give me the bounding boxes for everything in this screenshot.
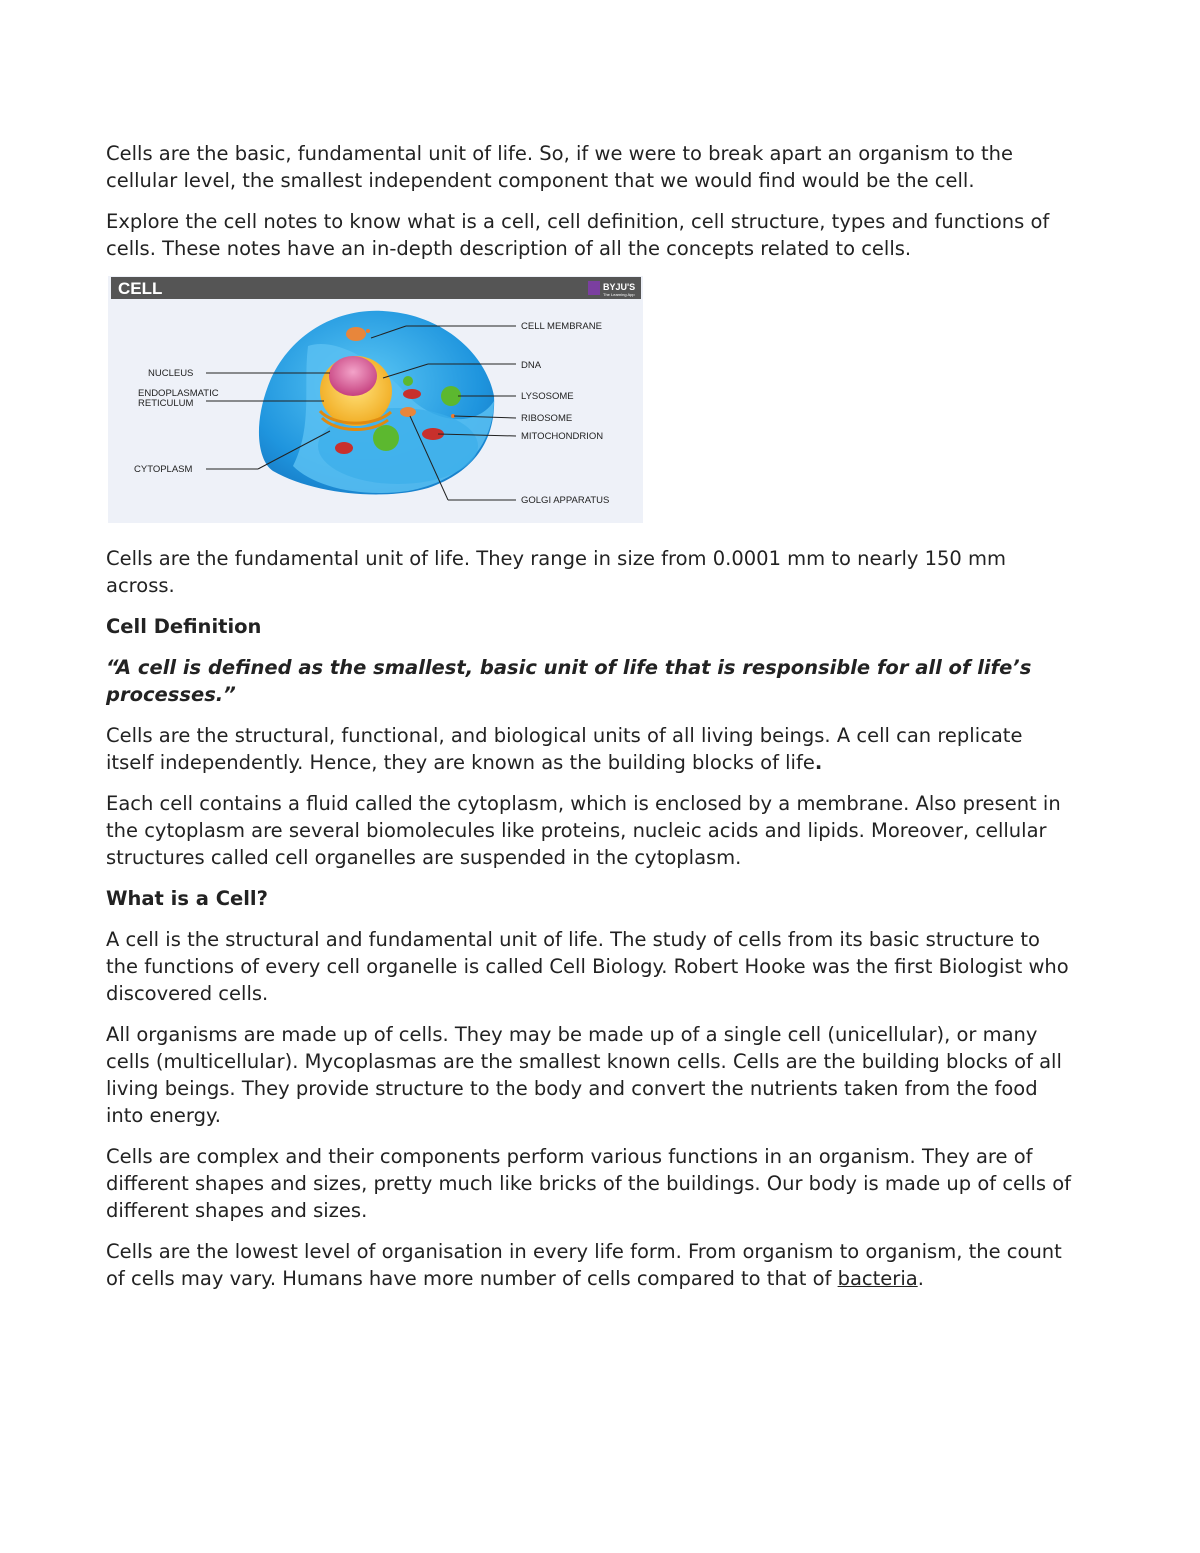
brand-tagline: The Learning App	[603, 292, 635, 297]
nucleolus-shape	[329, 356, 377, 396]
label-er-line1: ENDOPLASMATIC	[138, 388, 219, 399]
paragraph-organisation	[106, 1238, 1076, 1292]
label-cytoplasm: CYTOPLASM	[134, 464, 193, 475]
label-cell-membrane: CELL MEMBRANE	[521, 321, 602, 332]
label-mitochondrion: MITOCHONDRION	[521, 431, 604, 442]
ribosome-dot	[366, 329, 370, 333]
paragraph-complex: Cells are complex and their components perform various functions in an organism. They are of different shapes and sizes, pretty much like bricks of the buildings. Our body is made up of cells of different shapes and sizes.	[106, 1145, 1072, 1222]
definition-quote: “A cell is defined as the smallest, basic unit of life that is responsible for all of life’s processes.”	[106, 656, 1032, 706]
paragraph-structural-units-end: .	[814, 751, 823, 774]
heading-what-is-a-cell: What is a Cell?	[106, 887, 268, 910]
brand-name: BYJU'S	[603, 282, 636, 292]
label-lysosome: LYSOSOME	[521, 391, 574, 402]
mitochondrion-1	[346, 327, 366, 341]
label-er-line2: RETICULUM	[138, 398, 194, 409]
paragraph-organisms: All organisms are made up of cells. They may be made up of a single cell (unicellular), or many cells (multicellular). Mycoplasmas are the smallest known cells. Cells are the building blocks of all living beings. They provide structure to the body and convert the nutrients taken from the food into energy.	[106, 1023, 1062, 1127]
diagram-header-bar	[111, 277, 641, 299]
label-golgi-apparatus: GOLGI APPARATUS	[521, 495, 610, 506]
label-ribosome: RIBOSOME	[521, 413, 573, 424]
label-nucleus: NUCLEUS	[148, 368, 194, 379]
lysosome-3	[403, 376, 413, 386]
paragraph-structural-units	[106, 722, 1076, 776]
cell-diagram	[108, 276, 643, 523]
lysosome-2	[373, 425, 399, 451]
heading-cell-definition: Cell Definition	[106, 615, 262, 638]
paragraph-cytoplasm: Each cell contains a fluid called the cytoplasm, which is enclosed by a membrane. Also present in the cytoplasm are several biomolecules like proteins, nucleic acids and lipids. Moreover, cellular structures called cell organelles are suspended in the cytoplasm.	[106, 792, 1061, 869]
mitochondrion-5	[400, 407, 416, 417]
bacteria-link[interactable]: bacteria	[837, 1267, 918, 1290]
paragraph-cell-biology: A cell is the structural and fundamental unit of life. The study of cells from its basic structure to the functions of every cell organelle is called Cell Biology. Robert Hooke was the first Biologist who discovered cells.	[106, 928, 1069, 1005]
mitochondrion-4	[335, 442, 353, 454]
mitochondrion-2	[403, 389, 421, 399]
paragraph-structural-units-text: Cells are the structural, functional, and biological units of all living beings. A cell can replicate itself independently. Hence, they are known as the building blocks of life	[106, 724, 1023, 774]
paragraph-size-range: Cells are the fundamental unit of life. They range in size from 0.0001 mm to nearly 150 mm across.	[106, 547, 1007, 597]
label-dna: DNA	[521, 360, 542, 371]
paragraph-explore: Explore the cell notes to know what is a cell, cell definition, cell structure, types and functions of cells. These notes have an in-depth description of all the concepts related to cells.	[106, 210, 1050, 260]
document-content	[106, 140, 1076, 1306]
brand-logo-icon	[588, 281, 600, 295]
diagram-title: CELL	[118, 279, 163, 298]
paragraph-organisation-text: Cells are the lowest level of organisation in every life form. From organism to organism, the count of cells may vary. Humans have more number of cells compared to that of	[106, 1240, 1062, 1290]
paragraph-intro: Cells are the basic, fundamental unit of life. So, if we were to break apart an organism to the cellular level, the smallest independent component that we would find would be the cell.	[106, 142, 1014, 192]
paragraph-organisation-end: .	[917, 1267, 924, 1290]
